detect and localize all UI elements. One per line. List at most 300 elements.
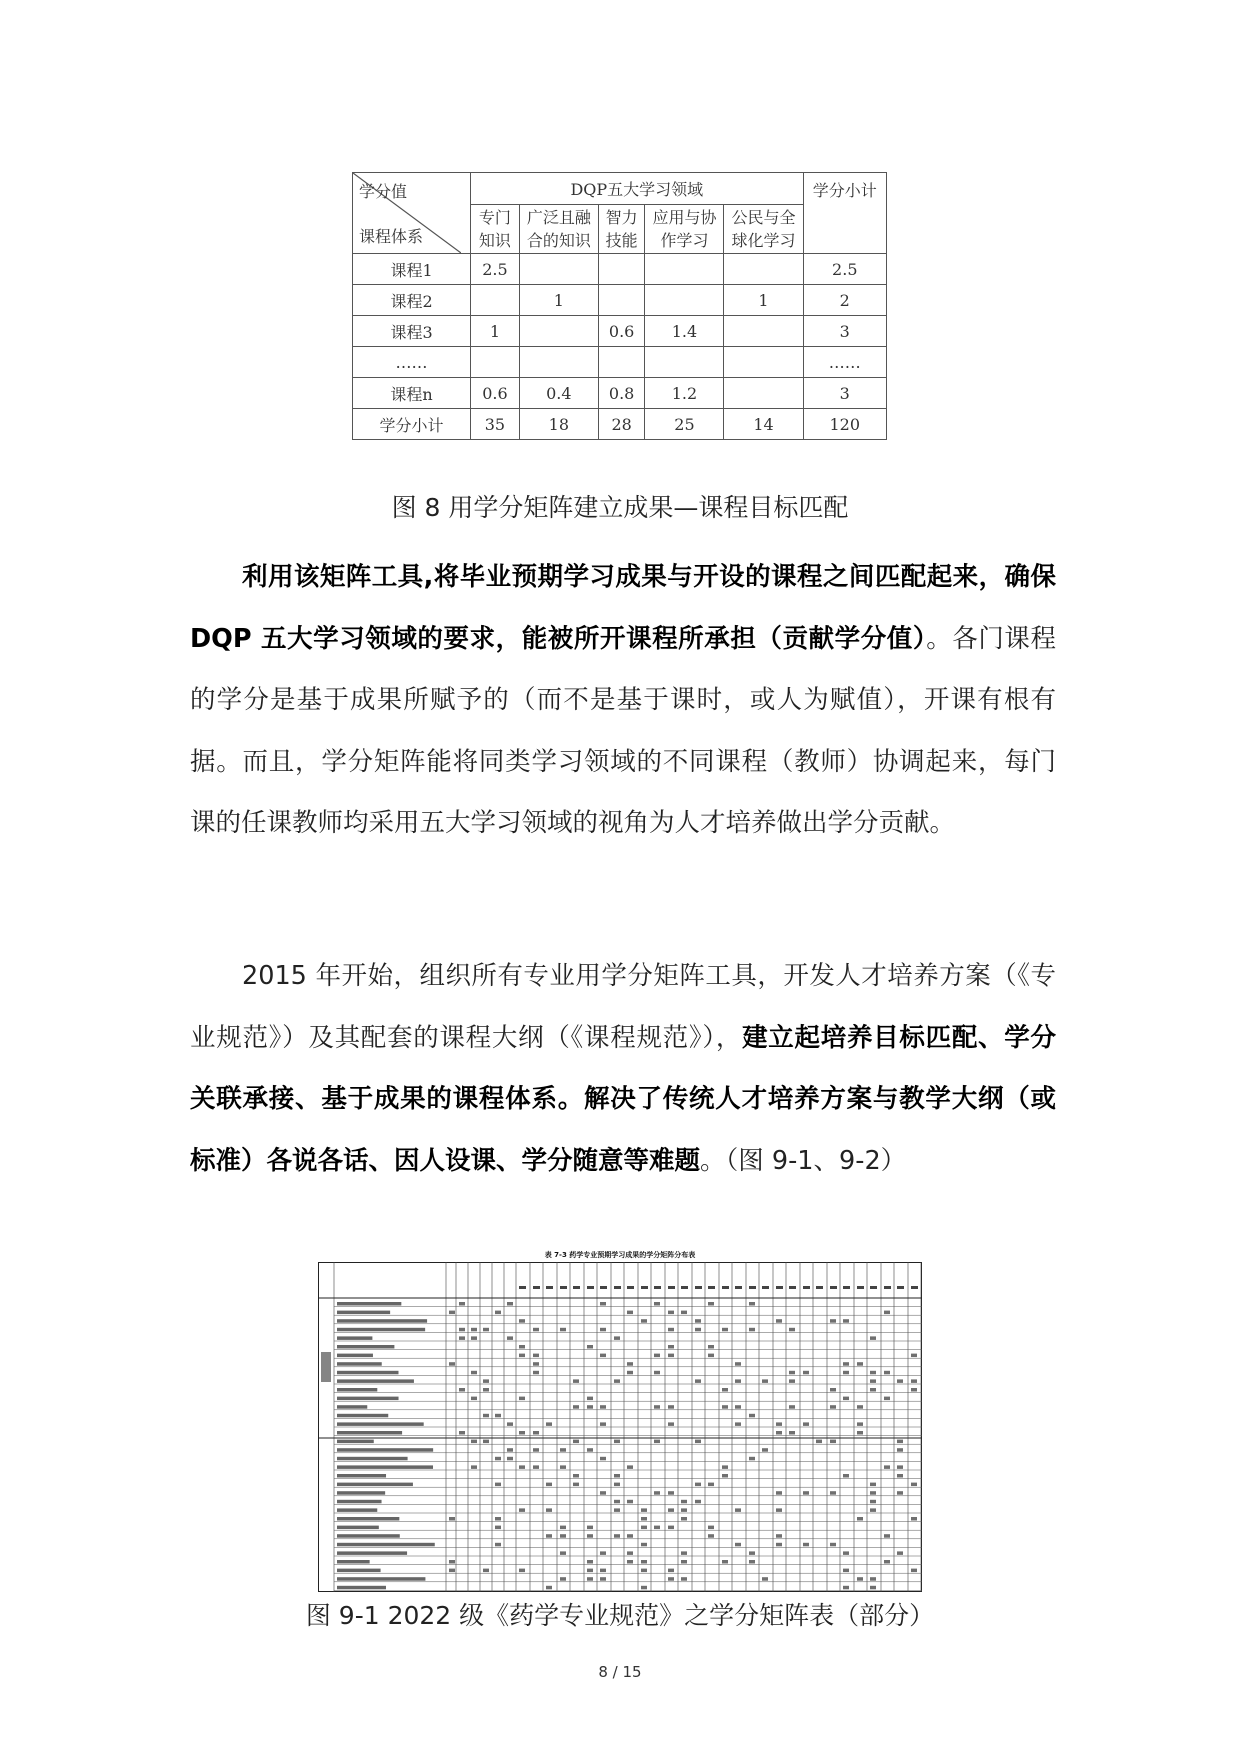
cell-mark (830, 1440, 836, 1444)
cell-mark (614, 1379, 620, 1383)
cell-mark (573, 1379, 579, 1383)
paragraph-2-text-a: 2015 年开始，组织所有专业用学分矩阵工具，开发人才培养方案（《专业规范》）及其配套的课程大纲（《课程规范》）， (190, 961, 1056, 1053)
cell-mark (722, 1474, 728, 1478)
header-mark (884, 1286, 891, 1289)
cell-mark (560, 1465, 566, 1469)
cell-mark (830, 1319, 836, 1323)
matrix-row (353, 254, 887, 285)
course-name-mark (337, 1526, 379, 1530)
cell-mark (533, 1354, 539, 1358)
cell-mark (735, 1422, 741, 1426)
cell-mark (870, 1508, 876, 1512)
cell-mark (587, 1526, 593, 1530)
cell-mark (708, 1534, 714, 1538)
cell-mark (641, 1543, 647, 1547)
cell-mark (668, 1422, 674, 1426)
cell-mark (573, 1440, 579, 1444)
cell-mark (641, 1526, 647, 1530)
cell-mark (681, 1577, 687, 1581)
cell-mark (587, 1448, 593, 1452)
cell-mark (708, 1483, 714, 1487)
cell-mark (614, 1483, 620, 1487)
cell-mark (708, 1345, 714, 1349)
cell-mark (803, 1491, 809, 1495)
cell-mark (749, 1302, 755, 1306)
header-mark (803, 1286, 810, 1289)
cell-mark (668, 1577, 674, 1581)
cell-mark (495, 1414, 501, 1418)
paragraph-1-text: 。各门课程的学分是基于成果所赋予的（而不是基于课时，或人为赋值），开课有根有据。而且，学分矩阵能将同类学习领域的不同课程（教师）协调起来，每门课的任课教师均采用五大学习领域的视角为人才培养做出学分贡献。 (190, 623, 1056, 838)
cell-mark (830, 1405, 836, 1409)
cell-mark (857, 1405, 863, 1409)
cell-mark (495, 1526, 501, 1530)
header-mark (533, 1286, 540, 1289)
credit-cell: 2.5 (471, 254, 520, 285)
cell-mark (776, 1431, 782, 1435)
cell-mark (884, 1371, 890, 1375)
cell-mark (573, 1474, 579, 1478)
cell-mark (668, 1491, 674, 1495)
cell-mark (735, 1508, 741, 1512)
header-mark (789, 1286, 796, 1289)
course-name-mark (337, 1543, 435, 1547)
domain-header-line: 智力 (605, 208, 638, 228)
domain-header-line: 应用与协 (652, 208, 717, 228)
cell-mark (641, 1517, 647, 1521)
figure-9-1-table-title: 表 7-3 药学专业预期学习成果的学分矩阵分布表 (544, 1251, 696, 1259)
cell-mark (627, 1311, 633, 1315)
credit-cell (598, 347, 645, 378)
cell-mark (668, 1328, 674, 1332)
course-name-mark (337, 1560, 370, 1564)
cell-mark (600, 1328, 606, 1332)
course-name-mark (337, 1500, 382, 1504)
cell-mark (533, 1371, 539, 1375)
figure-8-credit-matrix (352, 172, 887, 440)
credit-cell: 18 (519, 409, 598, 440)
cell-mark (533, 1465, 539, 1469)
cell-mark (546, 1422, 552, 1426)
header-mark (627, 1286, 634, 1289)
cell-mark (560, 1328, 566, 1332)
cell-mark (722, 1465, 728, 1469)
cell-mark (681, 1500, 687, 1504)
cell-mark (600, 1302, 606, 1306)
header-mark (668, 1286, 675, 1289)
cell-mark (600, 1569, 606, 1573)
cell-mark (459, 1388, 465, 1392)
header-mark (681, 1286, 688, 1289)
cell-mark (843, 1397, 849, 1401)
cell-mark (627, 1551, 633, 1555)
cell-mark (627, 1560, 633, 1564)
credit-cell (519, 254, 598, 285)
cell-mark (897, 1448, 903, 1452)
course-name-mark (337, 1336, 372, 1340)
course-name-mark (337, 1302, 401, 1306)
cell-mark (911, 1569, 917, 1573)
cell-mark (857, 1517, 863, 1521)
cell-mark (573, 1483, 579, 1487)
header-mark (762, 1286, 769, 1289)
credit-cell: 25 (645, 409, 724, 440)
cell-mark (789, 1405, 795, 1409)
course-name-mark (337, 1328, 425, 1332)
course-name-cell: 课程3 (353, 316, 471, 347)
cell-mark (762, 1577, 768, 1581)
cell-mark (546, 1586, 552, 1590)
cell-mark (668, 1354, 674, 1358)
cell-mark (459, 1328, 465, 1332)
cell-mark (654, 1491, 660, 1495)
header-mark (857, 1286, 864, 1289)
credit-matrix-table (352, 172, 887, 440)
cell-mark (560, 1448, 566, 1452)
cell-mark (870, 1500, 876, 1504)
cell-mark (519, 1354, 525, 1358)
cell-mark (722, 1328, 728, 1332)
course-name-mark (337, 1465, 433, 1469)
cell-mark (587, 1405, 593, 1409)
domain-header-1 (471, 205, 520, 254)
credit-cell (471, 285, 520, 316)
cell-mark (911, 1354, 917, 1358)
cell-mark (897, 1491, 903, 1495)
cell-mark (681, 1551, 687, 1555)
course-name-mark (337, 1457, 408, 1461)
cell-mark (449, 1569, 455, 1573)
header-mark (614, 1286, 621, 1289)
credit-cell: 14 (724, 409, 803, 440)
course-name-mark (337, 1354, 373, 1358)
cell-mark (560, 1534, 566, 1538)
cell-mark (735, 1405, 741, 1409)
cell-mark (722, 1560, 728, 1564)
credit-cell: 0.4 (519, 378, 598, 409)
cell-mark (641, 1586, 647, 1590)
cell-mark (471, 1440, 477, 1444)
course-name-mark (337, 1440, 374, 1444)
subtotal-cell: 2.5 (803, 254, 886, 285)
cell-mark (668, 1526, 674, 1530)
cell-mark (762, 1379, 768, 1383)
course-name-mark (337, 1448, 433, 1452)
domain-header-line: 技能 (605, 231, 638, 251)
figure-9-1-caption: 图 9-1 2022 级《药学专业规范》之学分矩阵表（部分） (305, 1601, 935, 1630)
cell-mark (627, 1534, 633, 1538)
cell-mark (884, 1465, 890, 1469)
credit-cell (598, 285, 645, 316)
header-mark (776, 1286, 783, 1289)
course-name-mark (337, 1422, 424, 1426)
cell-mark (654, 1302, 660, 1306)
cell-mark (884, 1397, 890, 1401)
cell-mark (449, 1560, 455, 1564)
cell-mark (495, 1457, 501, 1461)
domain-header-5 (724, 205, 803, 254)
domain-header-line: 广泛且融 (526, 208, 591, 228)
cell-mark (507, 1422, 513, 1426)
cell-mark (708, 1302, 714, 1306)
cell-mark (897, 1551, 903, 1555)
cell-mark (600, 1551, 606, 1555)
figure-9-1-matrix-image (318, 1250, 922, 1592)
cell-mark (641, 1569, 647, 1573)
cell-mark (600, 1405, 606, 1409)
group-header: DQP五大学习领域 (471, 173, 803, 205)
cell-mark (870, 1336, 876, 1340)
matrix-row (353, 347, 887, 378)
paragraph-1 (190, 547, 1056, 855)
course-name-mark (337, 1388, 377, 1392)
course-name-mark (337, 1474, 386, 1478)
matrix-row (353, 378, 887, 409)
cell-mark (641, 1319, 647, 1323)
cell-mark (600, 1491, 606, 1495)
cell-mark (843, 1474, 849, 1478)
domain-header-2 (519, 205, 598, 254)
cell-mark (627, 1465, 633, 1469)
credit-cell (724, 378, 803, 409)
cell-mark (519, 1345, 525, 1349)
cell-mark (857, 1577, 863, 1581)
cell-mark (870, 1491, 876, 1495)
cell-mark (546, 1483, 552, 1487)
cell-mark (546, 1534, 552, 1538)
course-name-mark (337, 1577, 425, 1581)
cell-mark (830, 1543, 836, 1547)
section-label-mark (321, 1352, 331, 1382)
course-name-mark (337, 1569, 381, 1573)
cell-mark (471, 1397, 477, 1401)
credit-cell: 1.4 (645, 316, 724, 347)
cell-mark (654, 1526, 660, 1530)
cell-mark (911, 1483, 917, 1487)
cell-mark (546, 1508, 552, 1512)
cell-mark (803, 1371, 809, 1375)
cell-mark (789, 1431, 795, 1435)
subtotal-cell: …… (803, 347, 886, 378)
paragraph-2-text-b: 。（图 9-1、9-2） (700, 1145, 907, 1176)
cell-mark (449, 1362, 455, 1366)
subtotal-header: 学分小计 (803, 173, 886, 254)
header-mark (722, 1286, 729, 1289)
cell-mark (507, 1336, 513, 1340)
corner-top-label: 学分值 (359, 182, 408, 201)
cell-mark (870, 1586, 876, 1590)
cell-mark (749, 1457, 755, 1461)
cell-mark (897, 1474, 903, 1478)
course-name-mark (337, 1319, 427, 1323)
cell-mark (627, 1500, 633, 1504)
matrix-row (353, 316, 887, 347)
cell-mark (776, 1422, 782, 1426)
course-name-mark (337, 1379, 414, 1383)
cell-mark (870, 1483, 876, 1487)
cell-mark (495, 1311, 501, 1315)
header-mark (600, 1286, 607, 1289)
credit-cell: 1 (519, 285, 598, 316)
credit-cell (645, 254, 724, 285)
cell-mark (668, 1345, 674, 1349)
cell-mark (483, 1414, 489, 1418)
paragraph-2-bold: 建立起培养目标匹配、学分关联承接、基于成果的课程体系。解决了传统人才培养方案与教学大纲（或标准）各说各话、因人设课、学分随意等难题 (190, 1022, 1056, 1176)
credit-cell (471, 347, 520, 378)
cell-mark (803, 1543, 809, 1547)
cell-mark (870, 1577, 876, 1581)
cell-mark (614, 1336, 620, 1340)
cell-mark (627, 1362, 633, 1366)
course-name-mark (337, 1397, 399, 1401)
figure-9-1-grid (318, 1262, 922, 1592)
credit-cell: 28 (598, 409, 645, 440)
course-name-cell: 学分小计 (353, 409, 471, 440)
cell-mark (614, 1534, 620, 1538)
domain-header-3 (598, 205, 645, 254)
credit-cell (645, 285, 724, 316)
cell-mark (708, 1526, 714, 1530)
cell-mark (471, 1328, 477, 1332)
cell-mark (776, 1543, 782, 1547)
cell-mark (668, 1311, 674, 1315)
matrix-row (353, 285, 887, 316)
cell-mark (459, 1302, 465, 1306)
cell-mark (459, 1431, 465, 1435)
cell-mark (911, 1388, 917, 1392)
course-name-mark (337, 1517, 399, 1521)
paragraph-1-bold: 利用该矩阵工具,将毕业预期学习成果与开设的课程之间匹配起来，确保DQP 五大学习领域的要求，能被所开课程所承担（贡献学分值） (190, 562, 1056, 654)
header-mark (897, 1286, 904, 1289)
cell-mark (722, 1405, 728, 1409)
cell-mark (519, 1319, 525, 1323)
credit-cell (519, 316, 598, 347)
cell-mark (614, 1474, 620, 1478)
cell-mark (533, 1448, 539, 1452)
cell-mark (471, 1371, 477, 1375)
cell-mark (519, 1465, 525, 1469)
cell-mark (695, 1500, 701, 1504)
cell-mark (483, 1440, 489, 1444)
cell-mark (449, 1311, 455, 1315)
cell-mark (681, 1311, 687, 1315)
cell-mark (884, 1534, 890, 1538)
cell-mark (789, 1379, 795, 1383)
header-mark (519, 1286, 526, 1289)
cell-mark (830, 1491, 836, 1495)
cell-mark (681, 1560, 687, 1564)
credit-cell: 1 (724, 285, 803, 316)
cell-mark (533, 1431, 539, 1435)
credit-cell: 0.6 (471, 378, 520, 409)
corner-header-cell (353, 173, 471, 254)
cell-mark (587, 1397, 593, 1401)
cell-mark (495, 1517, 501, 1521)
figure-8-caption: 图 8 用学分矩阵建立成果—课程目标匹配 (391, 493, 849, 522)
cell-mark (495, 1543, 501, 1547)
subtotal-cell: 3 (803, 316, 886, 347)
cell-mark (857, 1431, 863, 1435)
credit-cell: 35 (471, 409, 520, 440)
cell-mark (843, 1371, 849, 1375)
cell-mark (816, 1440, 822, 1444)
cell-mark (641, 1560, 647, 1564)
credit-cell (598, 254, 645, 285)
header-mark (654, 1286, 661, 1289)
cell-mark (587, 1569, 593, 1573)
cell-mark (471, 1336, 477, 1340)
paragraph-2 (190, 946, 1056, 1192)
cell-mark (483, 1569, 489, 1573)
cell-mark (587, 1345, 593, 1349)
domain-header-line: 合的知识 (526, 231, 591, 251)
cell-mark (654, 1440, 660, 1444)
course-name-cell: 课程2 (353, 285, 471, 316)
cell-mark (695, 1440, 701, 1444)
subtotal-cell: 2 (803, 285, 886, 316)
cell-mark (776, 1319, 782, 1323)
cell-mark (507, 1302, 513, 1306)
cell-mark (749, 1551, 755, 1555)
course-name-mark (337, 1551, 407, 1555)
cell-mark (627, 1371, 633, 1375)
cell-mark (735, 1362, 741, 1366)
cell-mark (449, 1517, 455, 1521)
cell-mark (641, 1508, 647, 1512)
course-name-cell: …… (353, 347, 471, 378)
course-name-cell: 课程1 (353, 254, 471, 285)
cell-mark (695, 1319, 701, 1323)
cell-mark (483, 1388, 489, 1392)
header-mark (587, 1286, 594, 1289)
subtotal-cell: 120 (803, 409, 886, 440)
course-name-mark (337, 1405, 367, 1409)
cell-mark (870, 1379, 876, 1383)
cell-mark (600, 1354, 606, 1358)
corner-bottom-label: 课程体系 (359, 227, 424, 246)
cell-mark (870, 1371, 876, 1375)
header-mark (641, 1286, 648, 1289)
course-name-mark (337, 1371, 398, 1375)
cell-mark (507, 1448, 513, 1452)
cell-mark (843, 1362, 849, 1366)
cell-mark (735, 1379, 741, 1383)
cell-mark (884, 1311, 890, 1315)
cell-mark (843, 1569, 849, 1573)
credit-cell (724, 254, 803, 285)
cell-mark (533, 1328, 539, 1332)
credit-cell: 0.6 (598, 316, 645, 347)
header-mark (843, 1286, 850, 1289)
cell-mark (789, 1328, 795, 1332)
header-mark (573, 1286, 580, 1289)
cell-mark (459, 1336, 465, 1340)
cell-mark (911, 1379, 917, 1383)
header-mark (830, 1286, 837, 1289)
cell-mark (857, 1422, 863, 1426)
cell-mark (749, 1414, 755, 1418)
credit-cell (724, 347, 803, 378)
cell-mark (533, 1362, 539, 1366)
credit-cell (724, 316, 803, 347)
cell-mark (843, 1319, 849, 1323)
course-name-mark (337, 1491, 385, 1495)
course-name-cell: 课程n (353, 378, 471, 409)
cell-mark (776, 1534, 782, 1538)
cell-mark (695, 1379, 701, 1383)
cell-mark (749, 1560, 755, 1564)
cell-mark (843, 1551, 849, 1555)
domain-header-line: 球化学习 (731, 231, 796, 251)
